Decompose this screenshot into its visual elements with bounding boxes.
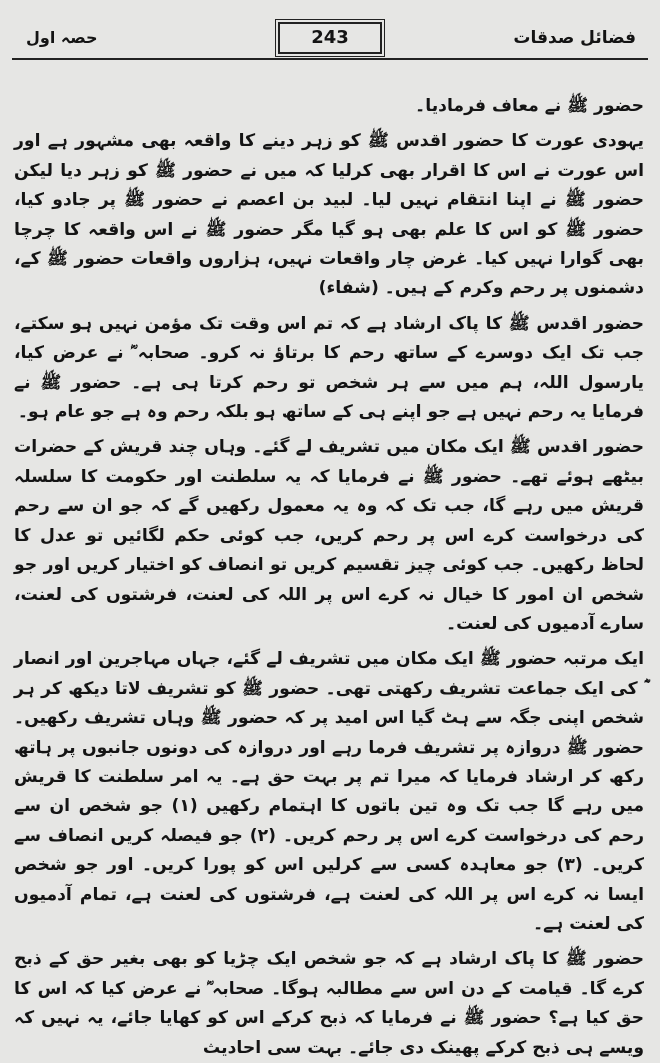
paragraph: حضور ﷺ نے معاف فرمادیا۔ — [415, 96, 644, 116]
page-header — [12, 22, 648, 56]
paragraph: یہودی عورت کا حضور اقدس ﷺ کو زہر دینے کا واقعہ بھی مشہور ہے اور اس عورت نے اس کا اقرار بھی کرلیا کہ میں نے حضور ﷺ کو زہر دیا لیکن حضور ﷺ نے اپنا انتقام نہیں لیا۔ لبید بن اعصم نے حضور ﷺ پر جادو کیا، حضور ﷺ کو اس کا علم بھی ہو گیا مگر حضور ﷺ نے اس واقعہ کا چرچا بھی گوارا نہیں کیا۔ غرض چار واقعات نہیں، ہزاروں واقعات حضور ﷺ کے، دشمنوں پر رحم وکرم کے ہیں۔ (شفاء) — [14, 131, 644, 299]
page-number: 243 — [278, 22, 382, 54]
running-title: فضائل صدقات — [513, 28, 636, 48]
paragraph: حضور اقدس ﷺ ایک مکان میں تشریف لے گئے۔ وہاں چند قریش کے حضرات بیٹھے ہوئے تھے۔ حضور ﷺ نے فرمایا کہ یہ سلطنت اور حکومت کا سلسلہ قریش میں رہے گا، جب تک کہ وہ یہ معمول رکھیں گے کہ جو ان سے رحم کی درخواست کرے اس پر رحم کریں، جب کوئی حکم لگائیں تو عدل کا لحاظ رکھیں۔ جب کوئی چیز تقسیم کریں تو انصاف کو اختیار کریں اور جو شخص ان امور کا خیال نہ کرے اس پر اللہ کی لعنت، فرشتوں کی لعنت، سارے آدمیوں کی لعنت۔ — [14, 437, 644, 634]
part-label: حصہ اول — [26, 28, 98, 47]
paragraph: ایک مرتبہ حضور ﷺ ایک مکان میں تشریف لے گئے، جہاں مہاجرین اور انصار ؓ کی ایک جماعت تشریف رکھتی تھی۔ حضور ﷺ کو تشریف لاتا دیکھ کر ہر شخص اپنی جگہ سے ہٹ گیا اس امید پر کہ حضور ﷺ وہاں تشریف رکھیں۔ حضور ﷺ دروازہ پر تشریف فرما رہے اور دروازہ کی دونوں جانبوں پر ہاتھ رکھ کر ارشاد فرمایا کہ میرا تم پر بہت حق ہے۔ یہ امر سلطنت کا قریش میں رہے گا جب تک وہ تین باتوں کا اہتمام رکھیں (۱) جو شخص ان سے رحم کی درخواست کرے اس پر رحم کریں۔ (۲) جو فیصلہ کریں انصاف سے کریں۔ (۳) جو معاہدہ کسی سے کرلیں اس کو پورا کریں۔ اور جو شخص ایسا نہ کرے اس پر اللہ کی لعنت ہے، فرشتوں کی لعنت ہے، تمام آدمیوں کی لعنت ہے۔ — [14, 649, 645, 934]
body-text — [14, 92, 645, 1058]
paragraph: حضور ﷺ کا پاک ارشاد ہے کہ جو شخص ایک چڑیا کو بھی بغیر حق کے ذبح کرے گا۔ قیامت کے دن اس سے مطالبہ ہوگا۔ صحابہ ؓ نے عرض کیا کہ اس کا حق کیا ہے؟ حضور ﷺ نے فرمایا کہ ذبح کرکے اس کو کھایا جائے، یہ نہیں کہ ویسے ہی ذبح کرکے پھینک دی جائے۔ بہت سی احادیث — [14, 949, 644, 1058]
header-rule — [12, 58, 648, 60]
paragraph: حضور اقدس ﷺ کا پاک ارشاد ہے کہ تم اس وقت تک مؤمن نہیں ہو سکتے، جب تک ایک دوسرے کے ساتھ رحم کا برتاؤ نہ کرو۔ صحابہ ؓ نے عرض کیا، یارسول اللہ، ہم میں سے ہر شخص تو رحم کرتا ہی ہے۔ حضور ﷺ نے فرمایا یہ رحم نہیں ہے جو اپنے ہی کے ساتھ ہو بلکہ رحم وہ ہے جو عام ہو۔ — [14, 313, 644, 423]
